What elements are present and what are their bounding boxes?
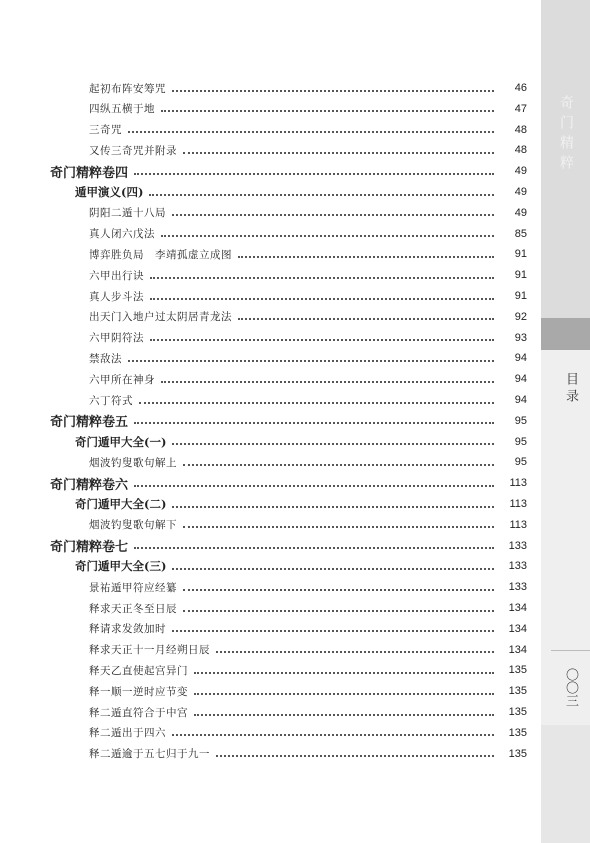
dot-leader — [194, 671, 494, 674]
section-tab — [541, 318, 590, 350]
toc-entry-title: 烟波钓叟歌句解上 — [89, 456, 177, 469]
toc-entry-page: 95 — [514, 414, 527, 427]
toc-entry — [89, 640, 527, 660]
toc-entry — [89, 369, 527, 389]
toc-entry-title: 又传三奇咒并附录 — [89, 144, 177, 157]
dot-leader — [161, 234, 494, 237]
band-rule-top — [551, 650, 590, 651]
toc-entry — [89, 307, 527, 327]
dot-leader — [139, 401, 494, 404]
toc-entry-page: 133 — [508, 581, 527, 594]
toc-entry — [50, 536, 527, 556]
toc-entry — [75, 432, 527, 452]
toc-entry-title: 释二遁出于四六 — [89, 727, 166, 740]
toc-entry — [89, 120, 527, 140]
toc-entry — [89, 515, 527, 535]
toc-entry-title: 奇门精粹卷五 — [50, 415, 129, 431]
page-number: 〇〇三 — [563, 668, 578, 707]
toc-entry-title: 六甲所在神身 — [89, 373, 155, 386]
toc-entry-title: 禁敌法 — [89, 352, 122, 365]
toc-entry-title: 奇门遁甲大全(二) — [75, 497, 167, 511]
toc-entry — [89, 390, 527, 410]
toc-entry — [89, 452, 527, 472]
dot-leader — [150, 297, 494, 300]
toc-entry-title: 六甲阴符法 — [89, 332, 144, 345]
toc-entry-page: 49 — [514, 186, 527, 198]
toc-entry-title: 释天乙直使起宫异门 — [89, 664, 188, 677]
dot-leader — [161, 109, 494, 112]
toc-entry — [89, 723, 527, 743]
toc-entry-page: 113 — [509, 518, 527, 531]
dot-leader — [172, 213, 494, 216]
toc-entry-page: 134 — [508, 622, 527, 635]
toc-entry-title: 博弈胜负局 李靖孤虚立成图 — [89, 248, 232, 261]
toc-entry-title: 真人闭六戊法 — [89, 228, 155, 241]
toc-entry-page: 133 — [508, 560, 527, 573]
toc-entry — [89, 78, 527, 98]
toc-entry — [89, 99, 527, 119]
dot-leader — [238, 255, 494, 258]
toc-entry — [75, 556, 527, 576]
toc-entry — [89, 203, 527, 223]
dot-leader — [238, 317, 494, 320]
toc-entry-page: 94 — [514, 352, 527, 365]
toc-entry-page: 49 — [514, 206, 527, 219]
dot-leader — [172, 89, 494, 92]
toc-entry-page: 94 — [514, 394, 527, 406]
toc-entry — [89, 224, 527, 244]
toc-entry — [89, 598, 527, 618]
toc-entry-title: 起初布阵安筹咒 — [89, 82, 166, 95]
toc-entry-title: 释求天正十一月经朔日辰 — [89, 644, 210, 657]
toc-entry-page: 95 — [514, 456, 527, 469]
section-label: 目录 — [563, 372, 578, 406]
toc-entry — [75, 182, 527, 202]
toc-entry-page: 95 — [514, 435, 527, 448]
dot-leader — [128, 130, 494, 133]
toc-entry-title: 释请求发敛加时 — [89, 623, 166, 636]
dot-leader — [134, 421, 494, 424]
toc-entry — [89, 140, 527, 160]
dot-leader — [150, 338, 494, 341]
toc-entry-page: 113 — [509, 477, 527, 490]
side-band — [541, 0, 590, 843]
dot-leader — [216, 650, 494, 653]
dot-leader — [194, 713, 494, 716]
dot-leader — [134, 172, 494, 175]
toc-entry — [89, 244, 527, 264]
dot-leader — [183, 463, 494, 466]
toc-entry-page: 48 — [514, 144, 527, 157]
toc-entry-title: 三奇咒 — [89, 124, 122, 137]
side-band-bottom — [541, 725, 590, 843]
dot-leader — [172, 505, 494, 508]
toc-entry-page: 47 — [514, 102, 527, 115]
book-title-vertical: 奇门精粹 — [558, 95, 574, 175]
toc-entry-page: 85 — [514, 227, 527, 240]
toc-entry-title: 六甲出行诀 — [89, 269, 144, 282]
toc-entry-title: 遁甲演义(四) — [75, 185, 144, 199]
dot-leader — [216, 754, 494, 757]
toc-entry — [89, 328, 527, 348]
toc-entry-page: 133 — [508, 539, 527, 552]
dot-leader — [150, 276, 494, 279]
dot-leader — [183, 588, 494, 591]
toc-entry — [89, 348, 527, 368]
toc-entry-page: 91 — [514, 248, 527, 261]
toc-entry-title: 奇门遁甲大全(三) — [75, 559, 167, 574]
toc-entry — [50, 473, 527, 493]
dot-leader — [134, 546, 494, 549]
dot-leader — [161, 380, 494, 383]
toc-entry-page: 91 — [514, 269, 527, 282]
toc-entry-title: 景祐遁甲符应经纂 — [89, 581, 177, 594]
dot-leader — [172, 567, 494, 570]
toc-entry-title: 阴阳二遁十八局 — [89, 207, 166, 220]
toc-entry-page: 94 — [514, 373, 527, 386]
toc-entry — [89, 681, 527, 701]
dot-leader — [172, 442, 494, 445]
toc-entry-title: 奇门精粹卷六 — [50, 477, 129, 493]
toc-entry-title: 四纵五横于地 — [89, 103, 155, 116]
toc-entry-page: 91 — [514, 290, 527, 302]
toc-entry — [89, 744, 527, 764]
toc-entry-title: 真人步斗法 — [89, 290, 144, 303]
toc-entry — [89, 660, 527, 680]
dot-leader — [194, 692, 494, 695]
toc-entry-title: 出天门入地户过太阴居青龙法 — [89, 311, 232, 324]
toc-entry-page: 135 — [508, 747, 527, 760]
toc-entry-title: 烟波钓叟歌句解下 — [89, 519, 177, 532]
dot-leader — [183, 151, 494, 154]
dot-leader — [128, 359, 494, 362]
toc-entry-page: 134 — [508, 643, 527, 656]
dot-leader — [183, 609, 494, 612]
toc-entry-title: 释一顺一逆时应节变 — [89, 685, 188, 698]
toc-entry-title: 奇门精粹卷七 — [50, 540, 129, 556]
toc-entry — [50, 161, 527, 181]
toc-entry — [50, 411, 527, 431]
dot-leader — [183, 525, 494, 528]
toc-entry — [75, 494, 527, 514]
toc-entry — [89, 577, 527, 597]
toc-entry — [89, 702, 527, 722]
dot-leader — [134, 484, 494, 487]
dot-leader — [172, 733, 494, 736]
toc-entry — [89, 619, 527, 639]
toc-entry-page: 48 — [514, 123, 527, 136]
dot-leader — [149, 193, 494, 196]
toc-entry-page: 93 — [514, 331, 527, 344]
toc-entry — [89, 286, 527, 306]
toc-entry-title: 释二遁逾于五七归于九一 — [89, 748, 210, 761]
toc-entry-title: 释求天正冬至日辰 — [89, 602, 177, 615]
toc-entry-page: 46 — [514, 82, 527, 94]
toc-entry-page: 135 — [508, 726, 527, 739]
toc-entry-title: 奇门精粹卷四 — [50, 165, 129, 181]
toc-entry-page: 135 — [508, 664, 527, 677]
toc-entry-page: 134 — [508, 602, 527, 614]
toc-entry — [89, 265, 527, 285]
toc-entry-title: 释二遁直符合于中宫 — [89, 706, 188, 719]
dot-leader — [172, 629, 494, 632]
toc-entry-page: 49 — [514, 165, 527, 178]
toc-entry-page: 92 — [514, 310, 527, 323]
toc-entry-title: 奇门遁甲大全(一) — [75, 434, 167, 449]
toc-entry-page: 113 — [509, 498, 527, 510]
toc-entry-page: 135 — [508, 706, 527, 718]
toc-entry-title: 六丁符式 — [89, 394, 133, 407]
toc-entry-page: 135 — [508, 685, 527, 698]
